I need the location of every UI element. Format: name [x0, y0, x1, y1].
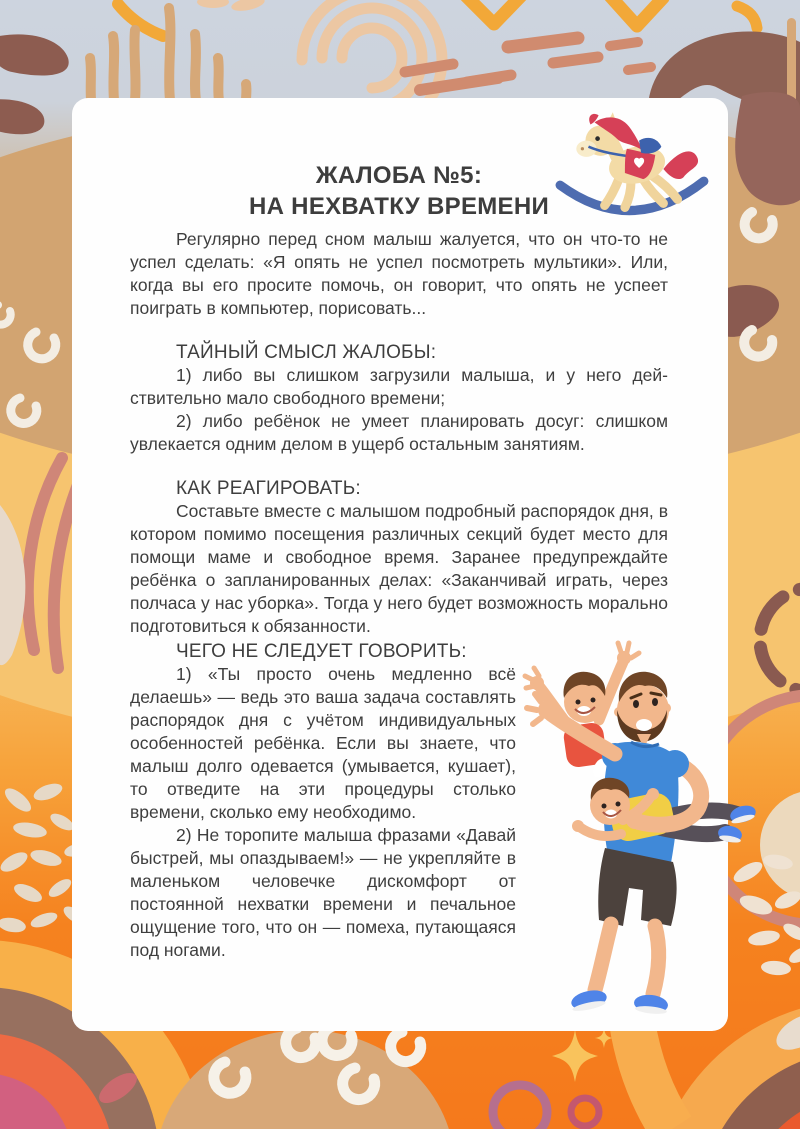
intro-paragraph: Регулярно перед сном малыш жалуется, что он что-то не успел сделать: «Я опять не успел посмотреть мультики». Или, когда вы его просите помочь, он говорит, что опять не успеет поиграть в компьютер, порисовать... [130, 229, 668, 318]
section-how-to-react [130, 477, 668, 638]
section-paragraph: 1) либо вы слишком загрузили малыша, и у него действительно мало свободного времени; [130, 365, 668, 408]
rocking-horse-icon [550, 106, 714, 234]
section-paragraph: 2) Не торопите малыша фразами «Давай быстрей, мы опаздываем!» — не укрепляйте в маленьком человечке дискомфорт от постоянной нехватки времени и печальное ощущение того, что он — помеха, путающаяся под ногами. [130, 825, 516, 960]
section-heading: КАК РЕАГИРОВАТЬ: [176, 478, 361, 499]
section-heading: ТАЙНЫЙ СМЫСЛ ЖАЛОБЫ: [176, 342, 437, 363]
section-hidden-meaning [130, 341, 668, 456]
section-paragraph: 1) «Ты просто очень медленно всё делаешь» — ведь это ваша задача составлять распорядок дня с учётом индивидуальных особенностей ребёнка. Если вы знаете, что малыш долго одевается (умывается, кушает), то отведите на эти процедуры столько времени, сколько ему необходимо. [130, 664, 516, 822]
section-heading: ЧЕГО НЕ СЛЕДУЕТ ГОВОРИТЬ: [176, 641, 467, 662]
family-illustration [528, 640, 668, 1008]
title-line-1: ЖАЛОБА №5: [315, 162, 483, 189]
title-line-2: НА НЕХВАТКУ ВРЕМЕНИ [248, 193, 550, 220]
section-paragraph: Составьте вместе с малышом подробный распорядок дня, в котором помимо посещения различных секций будет место для помощи маме и свободное время. Заранее предупреждайте ребёнка о запланированных делах: «Заканчивай играть, через полчаса у нас уборка». Тогда у него будет возможность морально подготовиться к обязанности. [130, 501, 668, 636]
father-carrying-two-sons-icon [503, 638, 748, 1013]
section-what-not-to-say [130, 640, 668, 962]
card [72, 98, 728, 1031]
section-paragraph: 2) либо ребёнок не умеет планировать досуг: слишком увлекается одним делом в ущерб остальным занятиям. [130, 411, 668, 454]
